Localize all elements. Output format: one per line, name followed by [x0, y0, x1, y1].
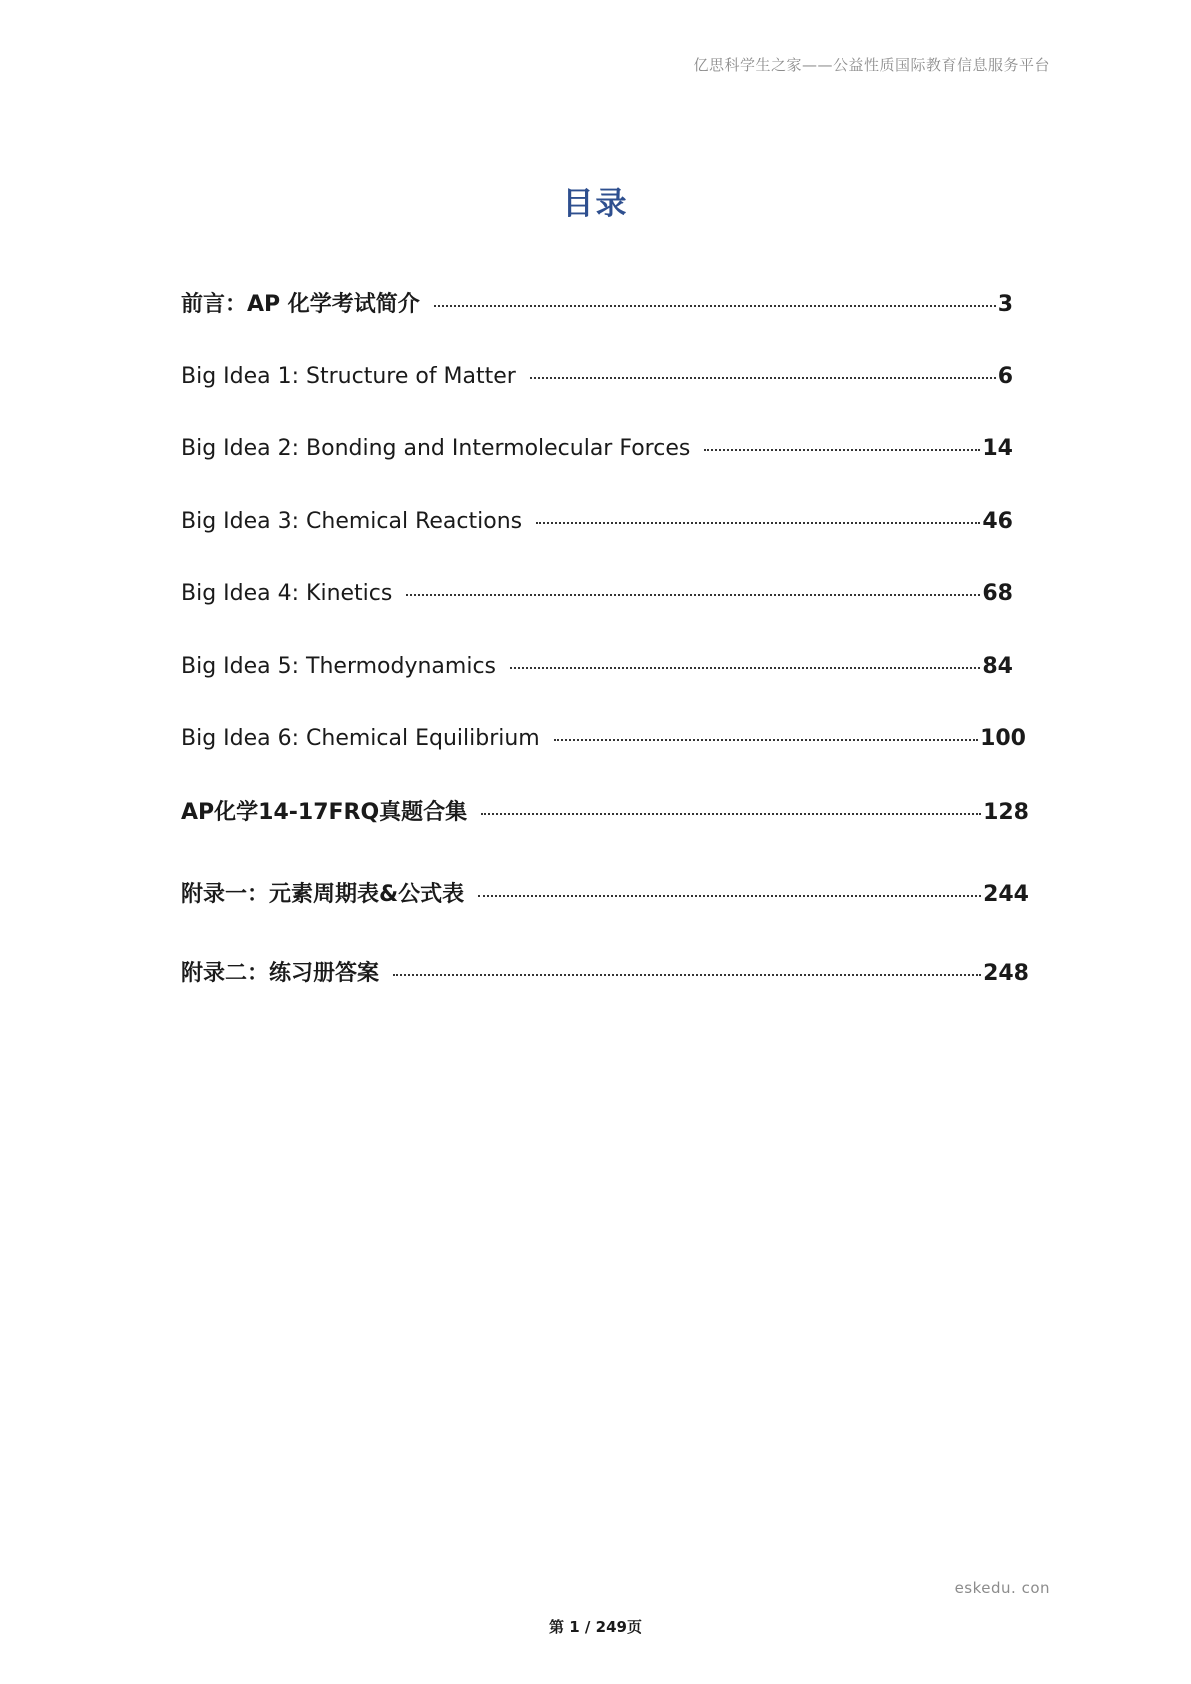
toc-entry-label: 前言：AP 化学考试简介	[181, 292, 420, 317]
toc-entry-label: 附录一：元素周期表&公式表	[181, 882, 465, 907]
toc-entry-label: AP化学14-17FRQ真题合集	[181, 800, 468, 825]
toc-entry-big-idea-2[interactable]	[181, 434, 1013, 464]
toc-leader-dots	[406, 594, 980, 596]
toc-leader-dots	[530, 377, 996, 379]
toc-entry-label: Big Idea 3: Chemical Reactions	[181, 509, 523, 534]
toc-entry-big-idea-5[interactable]	[181, 652, 1013, 682]
page-number-footer: 第 1 / 249页	[549, 1618, 642, 1636]
toc-entry-label: Big Idea 4: Kinetics	[181, 581, 393, 606]
toc-leader-dots	[510, 667, 980, 669]
toc-title: 目录	[562, 186, 629, 222]
toc-entry-label: Big Idea 6: Chemical Equilibrium	[181, 726, 540, 751]
toc-entry-page: 128	[983, 800, 1029, 825]
toc-leader-dots	[704, 449, 980, 451]
toc-entry-big-idea-6[interactable]	[181, 724, 1026, 754]
footer-site-text: eskedu. con	[954, 1579, 1050, 1597]
toc-entry-page: 6	[997, 364, 1013, 389]
toc-leader-dots	[554, 739, 978, 741]
toc-entry-page: 14	[982, 436, 1013, 461]
toc-leader-dots	[393, 974, 981, 976]
toc-entry-page: 248	[983, 961, 1029, 986]
toc-entry-preface[interactable]	[181, 290, 1013, 320]
toc-entry-page: 100	[980, 726, 1026, 751]
toc-leader-dots	[481, 813, 981, 815]
toc-entry-big-idea-4[interactable]	[181, 579, 1013, 609]
toc-entry-page: 3	[997, 292, 1013, 317]
toc-entry-appendix-2[interactable]	[181, 959, 1029, 989]
toc-entry-big-idea-3[interactable]	[181, 507, 1013, 537]
toc-entry-page: 244	[983, 882, 1029, 907]
page-header-text: 亿思科学生之家——公益性质国际教育信息服务平台	[693, 56, 1050, 74]
toc-entry-big-idea-1[interactable]	[181, 362, 1013, 392]
toc-entry-page: 84	[982, 654, 1013, 679]
toc-entry-label: Big Idea 2: Bonding and Intermolecular Forces	[181, 436, 691, 461]
toc-entry-appendix-1[interactable]	[181, 880, 1029, 910]
toc-entry-page: 68	[982, 581, 1013, 606]
toc-leader-dots	[478, 895, 981, 897]
toc-leader-dots	[434, 305, 996, 307]
toc-entry-label: Big Idea 5: Thermodynamics	[181, 654, 497, 679]
toc-entry-label: Big Idea 1: Structure of Matter	[181, 364, 516, 389]
toc-entry-page: 46	[982, 509, 1013, 534]
toc-leader-dots	[536, 522, 980, 524]
toc-entry-label: 附录二：练习册答案	[181, 961, 380, 986]
toc-entry-frq-collection[interactable]	[181, 798, 1029, 828]
